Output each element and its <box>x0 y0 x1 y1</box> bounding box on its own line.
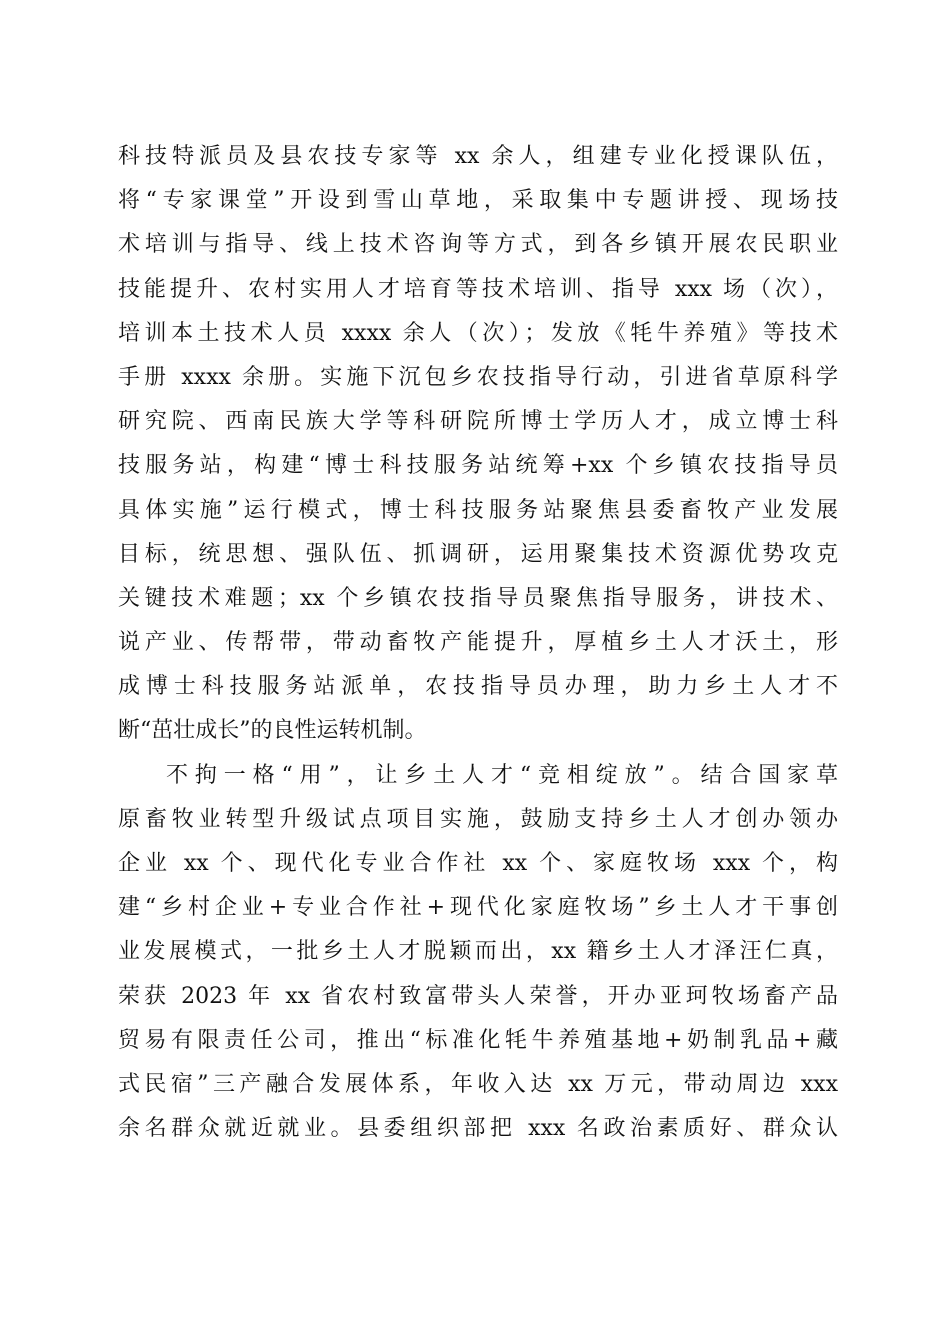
text-line: 式民宿”三产融合发展体系，年收入达 xx 万元，带动周边 xxx <box>118 1071 838 1097</box>
paragraph-2 <box>118 754 838 1152</box>
text-line: 原畜牧业转型升级试点项目实施，鼓励支持乡土人才创办领办 <box>118 806 838 832</box>
text-line: 贸易有限责任公司，推出“标准化牦牛养殖基地+奶制乳品+藏 <box>118 1027 838 1053</box>
text-line: 建“乡村企业+专业合作社+现代化家庭牧场”乡土人才干事创 <box>118 895 838 921</box>
paragraph-1 <box>118 135 838 754</box>
text-line: 企业 xx 个、现代化专业合作社 xx 个、家庭牧场 xxx 个，构 <box>118 851 838 876</box>
text-line: 余名群众就近就业。县委组织部把 xxx 名政治素质好、群众认 <box>118 1116 838 1142</box>
text-line: 将“专家课堂”开设到雪山草地，采取集中专题讲授、现场技 <box>118 188 838 214</box>
text-line: 具体实施”运行模式，博士科技服务站聚焦县委畜牧产业发展 <box>118 497 838 523</box>
text-line: 术培训与指导、线上技术咨询等方式，到各乡镇开展农民职业 <box>118 232 838 258</box>
text-line: 技能提升、农村实用人才培育等技术培训、指导 xxx 场（次）， <box>118 276 838 302</box>
text-line: 手册 xxxx 余册。实施下沉包乡农技指导行动，引进省草原科学 <box>118 364 838 390</box>
text-line: 业发展模式，一批乡土人才脱颖而出，xx 籍乡土人才泽汪仁真， <box>118 939 838 965</box>
text-line: 研究院、西南民族大学等科研院所博士学历人才，成立博士科 <box>118 409 838 435</box>
text-line: 荣获 2023 年 xx 省农村致富带头人荣誉，开办亚珂牧场畜产品 <box>118 983 838 1009</box>
text-line: 说产业、传帮带，带动畜牧产能提升，厚植乡土人才沃土，形 <box>118 630 838 656</box>
text-line: 不拘一格“用”，让乡土人才“竞相绽放”。结合国家草 <box>166 762 838 788</box>
text-line: 目标，统思想、强队伍、抓调研，运用聚集技术资源优势攻克 <box>118 541 838 567</box>
text-line: 科技特派员及县农技专家等 xx 余人，组建专业化授课队伍， <box>118 144 838 169</box>
body-text <box>118 135 838 1151</box>
text-line: 成博士科技服务站派单，农技指导员办理，助力乡土人才不 <box>118 674 838 700</box>
text-line: 断“茁壮成长”的良性运转机制。 <box>118 718 427 744</box>
text-line: 关键技术难题；xx 个乡镇农技指导员聚焦指导服务，讲技术、 <box>118 585 838 611</box>
text-line: 技服务站，构建“博士科技服务站统筹+xx 个乡镇农技指导员 <box>118 453 838 479</box>
text-line: 培训本土技术人员 xxxx 余人（次）；发放《牦牛养殖》等技术 <box>118 320 838 346</box>
